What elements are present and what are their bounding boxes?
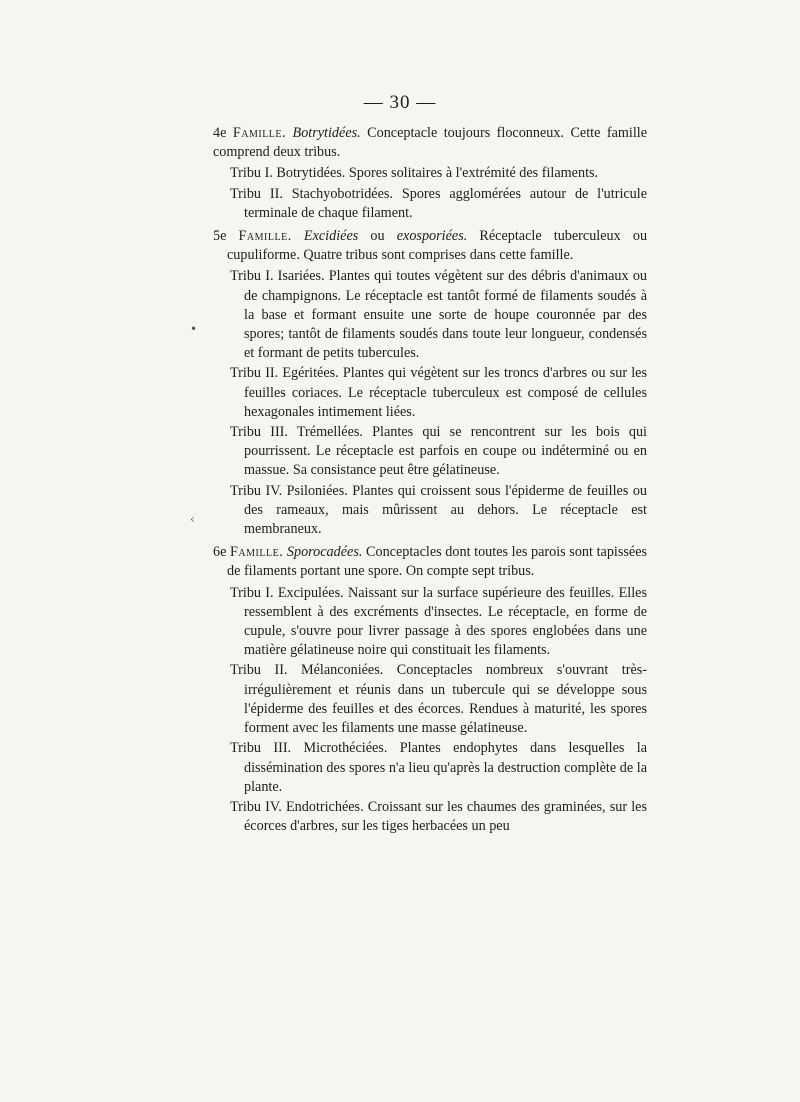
family-heading: 6e Famille. Sporocadées. Conceptacles dont toutes les parois sont tapissées de filaments portant une spore. On compte sept tribus.	[213, 544, 648, 580]
margin-mark: •	[190, 322, 198, 336]
tribu-entry: Tribu II. Stachyobotridées. Spores agglomérées autour de l'utricule terminale de chaque filament.	[230, 185, 648, 221]
margin-mark: ‹	[190, 512, 195, 526]
tribu-entry: Tribu I. Isariées. Plantes qui toutes végètent sur des débris d'animaux ou de champignons. Le réceptacle est tantôt formé de filaments soudés à la base et formant ensuite une sorte de houpe couronnée par des spores; tantôt de filaments soudés dans toute leur longueur, condensés et formant de petits tubercules.	[230, 268, 648, 362]
tribu-entry: Tribu III. Microthéciées. Plantes endophytes dans lesquelles la dissémination des spores n'a lieu qu'après la destruction complète de la plante.	[230, 740, 647, 795]
family-heading: 5e Famille. Excidiées ou exosporiées. Réceptacle tuberculeux ou cupuliforme. Quatre tribus sont comprises dans cette famille.	[213, 228, 648, 264]
body-text	[213, 124, 647, 837]
tribu-entry: Tribu I. Excipulées. Naissant sur la surface supérieure des feuilles. Elles ressemblent à des excréments d'insectes. Le réceptacle, en forme de cupule, s'ouvre pour livrer passage à des spores englobées dans une matière gélatineuse noire qui constituait les filaments.	[230, 584, 647, 659]
tribu-entry: Tribu II. Mélanconiées. Conceptacles nombreux s'ouvrant très-irrégulièrement et réunis dans un tubercule qui se développe sous l'épiderme des feuilles et des écorces. Rendues à maturité, les spores forment avec les filaments une masse gélatineuse.	[230, 662, 648, 737]
tribu-entry: Tribu III. Trémellées. Plantes qui se rencontrent sur les bois qui pourrissent. Le réceptacle est parfois en coupe ou indéterminé ou en massue. Sa consistance peut être gélatineuse.	[230, 424, 647, 479]
tribu-entry: Tribu II. Egéritées. Plantes qui végètent sur les troncs d'arbres ou sur les feuilles coriaces. Le réceptacle tuberculeux est composé de cellules hexagonales intimement liées.	[230, 365, 647, 420]
tribu-entry: Tribu IV. Psiloniées. Plantes qui croissent sous l'épiderme de feuilles ou des rameaux, mais mûrissent au dehors. Le réceptacle est membraneux.	[230, 482, 648, 538]
tribu-entry: Tribu IV. Endotrichées. Croissant sur les chaumes des graminées, sur les écorces d'arbres, sur les tiges herbacées un peu	[230, 798, 648, 835]
tribu-entry: Tribu I. Botrytidées. Spores solitaires à l'extrémité des filaments.	[230, 165, 599, 182]
family-heading: 4e Famille. Botrytidées. Conceptacle toujours floconneux. Cette famille comprend deux tribus.	[213, 125, 648, 161]
page-number: — 30 —	[363, 92, 437, 113]
